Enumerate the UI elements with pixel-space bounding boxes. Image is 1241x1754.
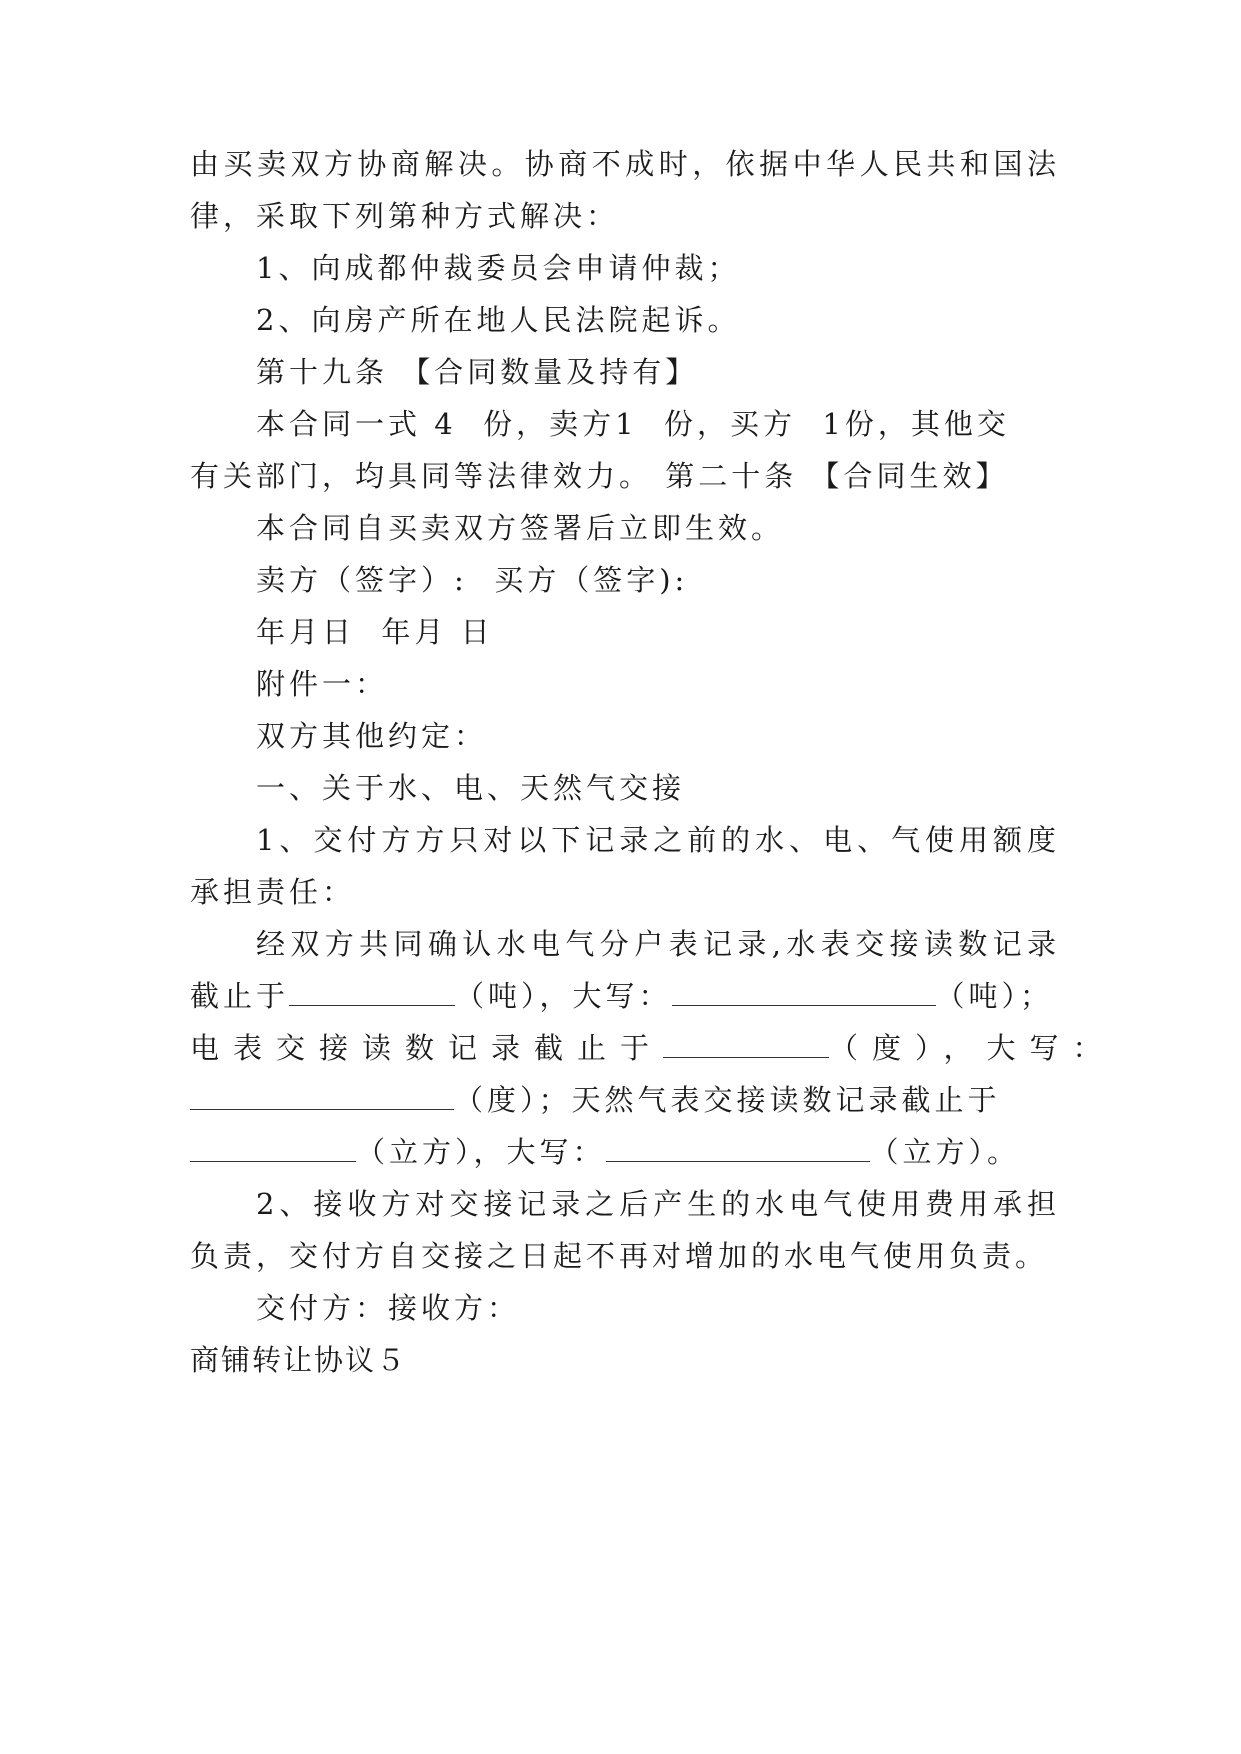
- water-reading-blank: [289, 979, 455, 1006]
- gas-uppercase-line: [190, 1132, 1020, 1172]
- text-fragment: 电表交接读数记录截止于: [190, 1031, 664, 1065]
- text-line-2: 律，采取下列第种方式解决：: [190, 199, 620, 233]
- text-line-3: 1、向成都仲裁委员会申请仲裁；: [256, 251, 741, 285]
- text-fragment: （立方）。: [869, 1135, 1021, 1169]
- date-line: 年月日 年月 日: [256, 615, 494, 649]
- attachment-title: 附件一：: [256, 667, 389, 701]
- text-line-21: 2、接收方对交接记录之后产生的水电气使用费用承担: [256, 1187, 1060, 1221]
- text-line-12: 双方其他约定：: [256, 719, 488, 753]
- gas-uppercase-blank: [606, 1135, 870, 1162]
- gas-reading-blank: [190, 1135, 356, 1162]
- electric-reading-blank: [663, 1031, 829, 1058]
- text-line-14: 1、交付方方只对以下记录之前的水、电、气使用额度: [256, 823, 1060, 857]
- text-line-8: 本合同自买卖双方签署后立即生效。: [256, 511, 785, 545]
- article-19-heading: 第十九条 【合同数量及持有】: [256, 355, 699, 389]
- text-line-1: 由买卖双方协商解决。协商不成时，依据中华人民共和国法: [190, 147, 1060, 181]
- electric-reading-line: [190, 1028, 1116, 1068]
- text-fragment: （吨），大写：: [455, 979, 672, 1013]
- next-document-title: 商铺转让协议５: [190, 1343, 408, 1377]
- text-fragment: （立方），大写：: [356, 1135, 606, 1169]
- gas-reading-line: [190, 1080, 1001, 1120]
- text-fragment: 截止于: [190, 979, 290, 1013]
- signature-line: 卖方（签字）: 买方（签字):: [256, 563, 689, 597]
- text-line-16: 经双方共同确认水电气分户表记录,水表交接读数记录: [256, 927, 1060, 961]
- text-line-15: 承担责任：: [190, 875, 356, 909]
- water-uppercase-blank: [672, 979, 936, 1006]
- text-line-7: 有关部门，均具同等法律效力。 第二十条 【合同生效】: [190, 459, 1009, 493]
- text-fragment: （度），大写：: [829, 1031, 1116, 1065]
- text-fragment: （度）；天然气表交接读数记录截止于: [454, 1083, 1001, 1117]
- water-reading-line: [190, 976, 1053, 1016]
- text-fragment: （吨）；: [935, 979, 1054, 1013]
- text-line-22: 负责，交付方自交接之日起不再对增加的水电气使用负责。: [190, 1239, 1049, 1273]
- text-line-6: 本合同一式 4 份，卖方1 份，买方 1份，其他交: [256, 407, 1010, 441]
- parties-signature-line: 交付方：接收方：: [256, 1291, 521, 1325]
- section-heading: 一、关于水、电、天然气交接: [256, 771, 686, 805]
- text-line-4: 2、向房产所在地人民法院起诉。: [256, 303, 741, 337]
- electric-uppercase-blank: [190, 1083, 454, 1110]
